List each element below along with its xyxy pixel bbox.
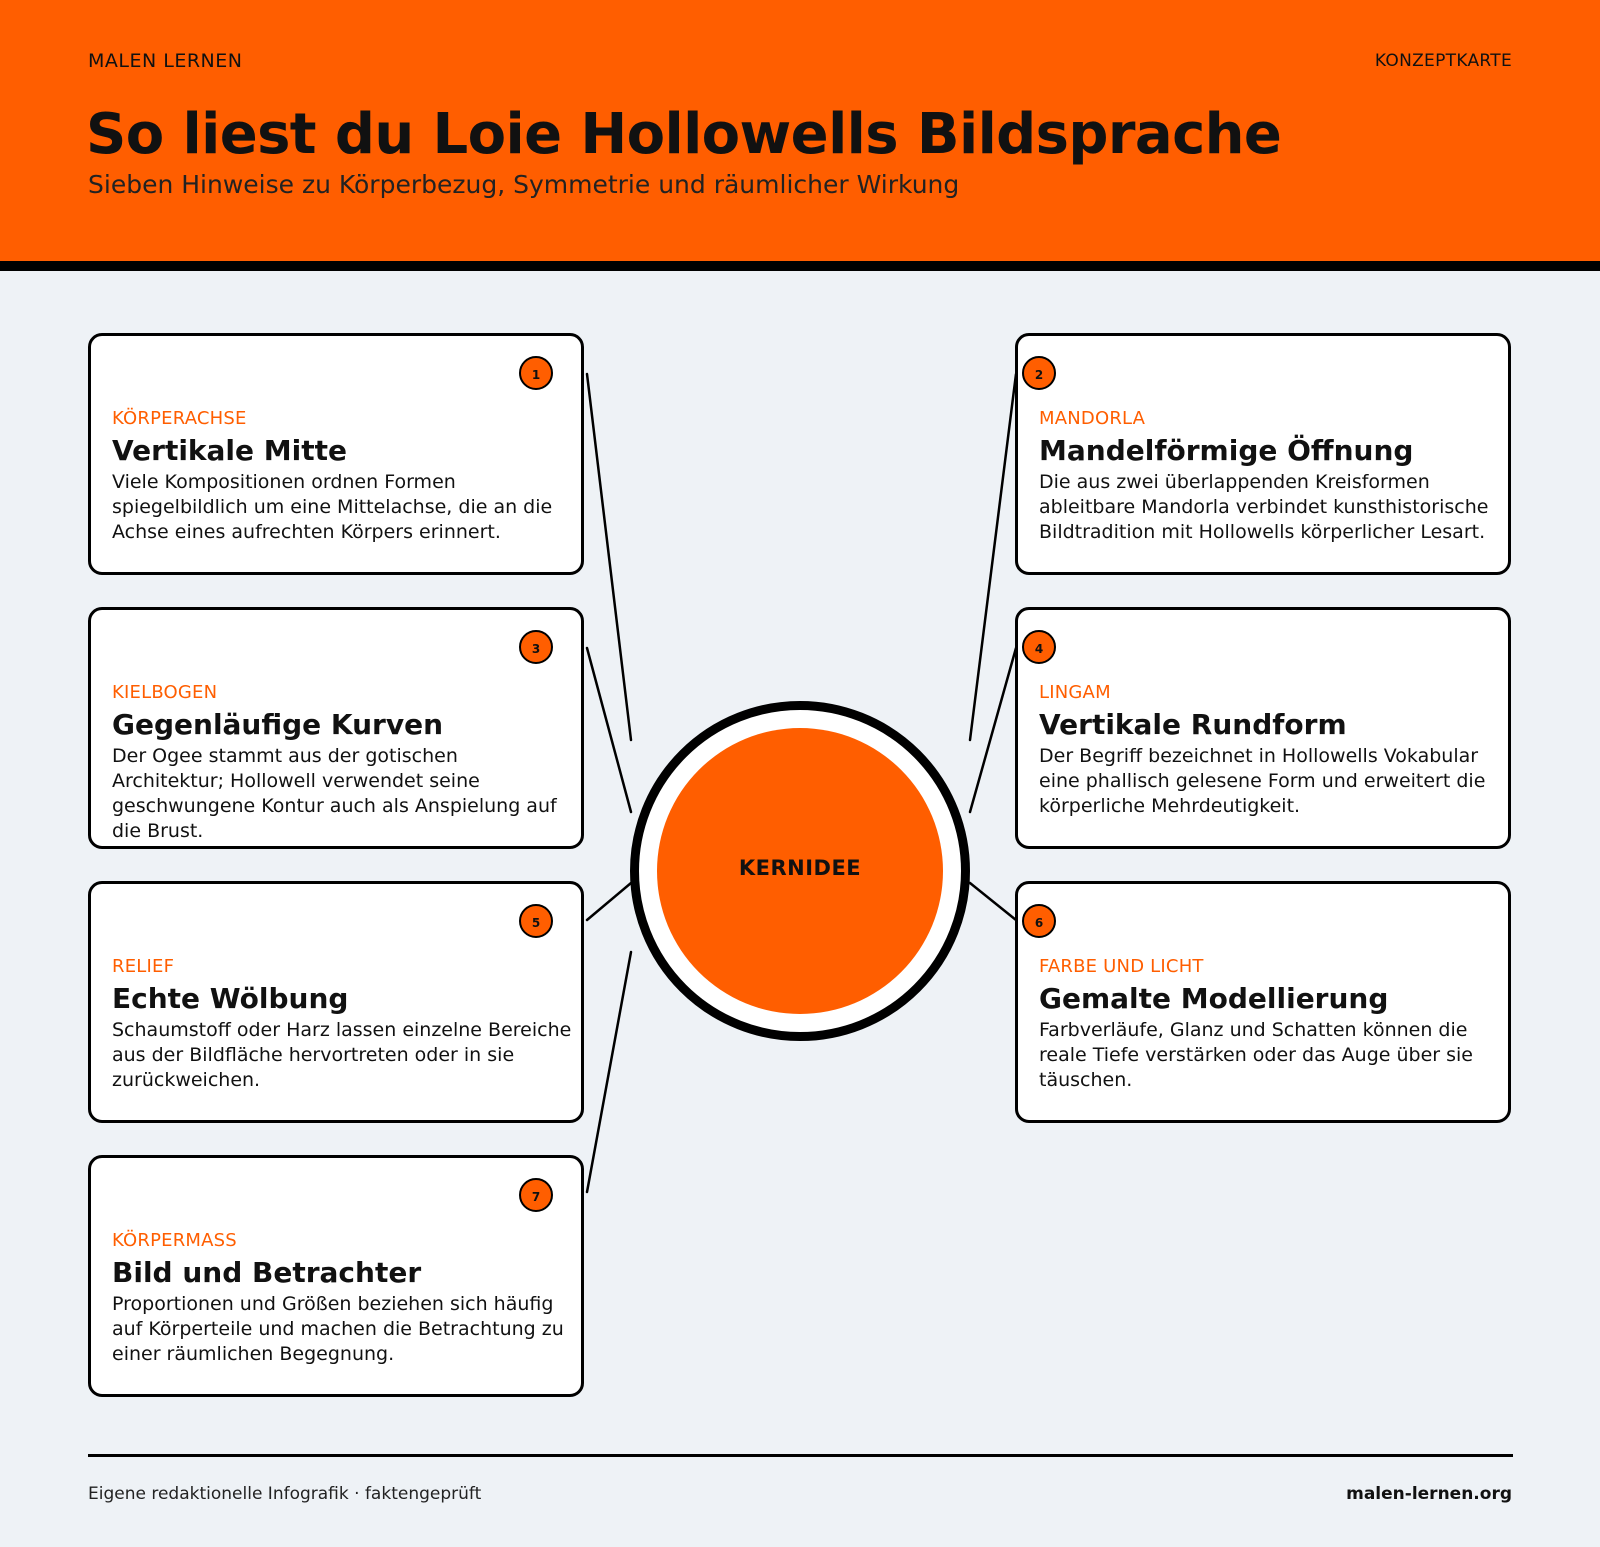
footer-divider: [88, 1454, 1513, 1457]
page-subtitle: Sieben Hinweise zu Körperbezug, Symmetrie und räumlicher Wirkung: [88, 170, 960, 199]
card-text: Schaumstoff oder Harz lassen einzelne Bereiche aus der Bildfläche hervortreten oder in sie zurückweichen.: [112, 1019, 572, 1091]
page-title: So liest du Loie Hollowells Bildsprache: [86, 102, 1282, 167]
card-title: Echte Wölbung: [112, 982, 349, 1015]
card-title: Bild und Betrachter: [112, 1256, 422, 1289]
number-badge: 6: [1022, 904, 1056, 938]
card-kicker: KÖRPERACHSE: [112, 408, 247, 429]
card-text: Proportionen und Größen beziehen sich häufig auf Körperteile und machen die Betrachtung zu einer räumlichen Begegnung.: [112, 1293, 564, 1365]
document-type-label: KONZEPTKARTE: [1374, 51, 1512, 71]
connector-3: [587, 648, 631, 812]
concept-card-2: [1015, 333, 1511, 575]
card-kicker: MANDORLA: [1039, 408, 1146, 429]
concept-card-7: [88, 1155, 584, 1397]
number-badge: 4: [1022, 630, 1056, 664]
card-text: Der Begriff bezeichnet in Hollowells Vokabular eine phallisch gelesene Form und erweitert die körperliche Mehrdeutigkeit.: [1039, 745, 1486, 817]
card-text: Die aus zwei überlappenden Kreisformen ableitbare Mandorla verbindet kunsthistorische Bildtradition mit Hollowells körperlicher Lesart.: [1039, 471, 1489, 543]
concept-card-3: [88, 607, 584, 849]
brand-label: MALEN LERNEN: [88, 50, 243, 72]
footer-credit: Eigene redaktionelle Infografik · faktengeprüft: [88, 1484, 482, 1504]
card-title: Vertikale Mitte: [112, 434, 347, 467]
card-text: Der Ogee stammt aus der gotischen Architektur; Hollowell verwendet seine geschwungene Kontur auch als Anspielung auf die Brust.: [112, 745, 557, 842]
concept-card-1: [88, 333, 584, 575]
card-kicker: LINGAM: [1039, 682, 1111, 703]
number-badge: 7: [519, 1178, 553, 1212]
number-badge: 1: [519, 356, 553, 390]
card-kicker: RELIEF: [112, 956, 175, 977]
card-kicker: KIELBOGEN: [112, 682, 218, 703]
core-idea-hub: [630, 701, 970, 1041]
card-kicker: KÖRPERMASS: [112, 1230, 237, 1251]
card-kicker: FARBE UND LICHT: [1039, 956, 1204, 977]
card-text: Viele Kompositionen ordnen Formen spiegelbildlich um eine Mittelachse, die an die Achse eines aufrechten Körpers erinnert.: [112, 471, 553, 543]
connector-4: [970, 648, 1016, 812]
hub-core: [657, 728, 943, 1014]
concept-card-6: [1015, 881, 1511, 1123]
concept-card-5: [88, 881, 584, 1123]
hub-label: KERNIDEE: [738, 856, 862, 880]
concept-card-4: [1015, 607, 1511, 849]
card-title: Vertikale Rundform: [1039, 708, 1347, 741]
footer-website: malen-lernen.org: [1346, 1484, 1512, 1504]
number-badge: 5: [519, 904, 553, 938]
connector-6: [970, 883, 1016, 920]
connector-5: [587, 883, 631, 920]
card-text: Farbverläufe, Glanz und Schatten können die reale Tiefe verstärken oder das Auge über sie täuschen.: [1039, 1019, 1473, 1091]
connector-1: [587, 374, 631, 740]
number-badge: 2: [1022, 356, 1056, 390]
card-title: Gegenläufige Kurven: [112, 708, 444, 741]
number-badge: 3: [519, 630, 553, 664]
card-title: Mandelförmige Öffnung: [1039, 434, 1414, 467]
connector-2: [970, 374, 1016, 740]
card-title: Gemalte Modellierung: [1039, 982, 1389, 1015]
connector-7: [587, 952, 631, 1192]
